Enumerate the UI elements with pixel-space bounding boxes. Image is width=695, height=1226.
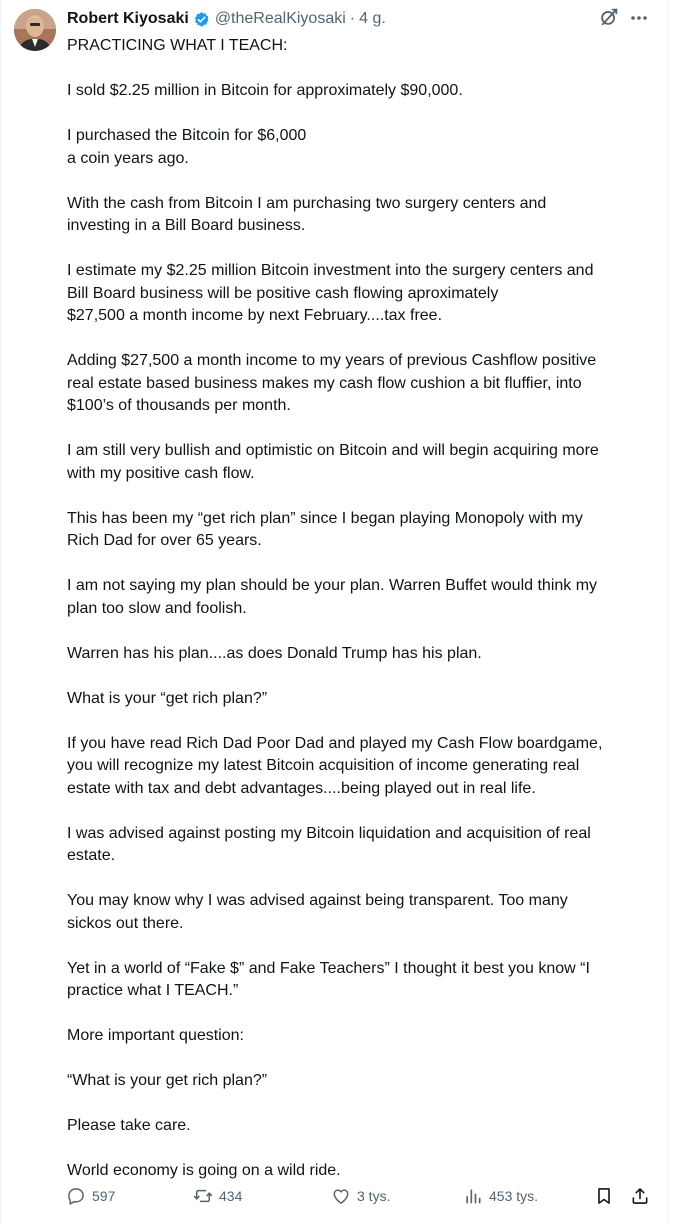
post-paragraph [67,1115,657,1138]
views-icon [463,1186,483,1206]
post-line: Bill Board business will be positive cash flowing aproximately [67,284,499,302]
share-button[interactable] [630,1182,650,1210]
avatar[interactable] [14,9,56,51]
post-line: estate with tax and debt advantages....being played out in real life. [67,779,536,797]
right-border [668,0,669,1226]
post-paragraph [67,890,657,935]
like-count: 3 tys. [357,1188,391,1204]
post-paragraph [67,125,657,170]
post-paragraph [67,575,657,620]
post-line: With the cash from Bitcoin I am purchasing two surgery centers and [67,194,547,212]
post-paragraph [67,643,657,666]
post-line: PRACTICING WHAT I TEACH: [67,37,288,54]
post-text [67,35,657,1183]
post-line: sickos out there. [67,914,184,932]
post-line: You may know why I was advised against being transparent. Too many [67,892,568,909]
post-line: Please take care. [67,1117,191,1134]
left-border [0,0,1,1226]
post-line: you will recognize my latest Bitcoin acquisition of income generating real [67,757,580,774]
post-paragraph [67,193,657,238]
post-paragraph [67,260,657,328]
post-paragraph [67,688,657,711]
reply-count: 597 [92,1188,116,1204]
post-line: I purchased the Bitcoin for $6,000 [67,127,307,144]
like-button[interactable] [331,1182,390,1210]
reply-icon [66,1186,86,1206]
separator-dot: · [349,10,356,27]
post-line: plan too slow and foolish. [67,599,247,617]
verified-badge-icon[interactable] [193,11,210,28]
repost-button[interactable] [193,1182,242,1210]
post-line: I sold $2.25 million in Bitcoin for approximately $90,000. [67,82,463,99]
post-line: Yet in a world of “Fake $” and Fake Teachers” I thought it best you know “I [67,959,590,977]
post-line: Warren has his plan....as does Donald Trump has his plan. [67,644,482,662]
post-line: estate. [67,847,116,864]
action-bar [66,1182,656,1210]
author-name[interactable]: Robert Kiyosaki [67,10,189,27]
post-paragraph [67,508,657,553]
post-line: World economy is going on a wild ride. [67,1162,341,1179]
post-line: with my positive cash flow. [67,464,255,482]
post-line: $27,500 a month income by next February....tax free. [67,307,443,324]
views-count: 453 tys. [489,1188,539,1204]
post-line: $100’s of thousands per month. [67,397,291,414]
post-paragraph [67,823,657,868]
post-line: a coin years ago. [67,149,189,167]
post-header [67,8,665,30]
post-timestamp[interactable]: 4 g. [359,10,386,27]
heart-icon [331,1186,351,1206]
post-line: I estimate my $2.25 million Bitcoin investment into the surgery centers and [67,262,594,279]
author-handle[interactable]: @theRealKiyosaki [214,10,346,27]
repost-icon [193,1186,213,1206]
repost-count: 434 [219,1188,243,1204]
post-paragraph [67,440,657,485]
post-line: I am not saying my plan should be your plan. Warren Buffet would think my [67,577,598,594]
post-line: investing in a Bill Board business. [67,217,306,234]
post-paragraph [67,958,657,1003]
post-line: “What is your get rich plan?” [67,1072,268,1089]
post-line: practice what I TEACH.” [67,982,239,999]
grok-icon[interactable] [598,6,620,28]
bookmark-button[interactable] [594,1182,614,1210]
share-icon [630,1186,650,1206]
post-paragraph [67,1160,657,1183]
post-line: I am still very bullish and optimistic on Bitcoin and will begin acquiring more [67,442,599,459]
bookmark-icon [594,1186,614,1206]
post-line: Rich Dad for over 65 years. [67,532,262,549]
more-options-icon[interactable] [626,8,652,28]
post-paragraph [67,350,657,418]
post-line: Adding $27,500 a month income to my years of previous Cashflow positive [67,352,597,369]
views-button[interactable] [463,1182,538,1210]
post-paragraph [67,35,657,58]
post-line: I was advised against posting my Bitcoin liquidation and acquisition of real [67,824,591,842]
post-paragraph [67,1070,657,1093]
post-line: real estate based business makes my cash flow cushion a bit fluffier, into [67,374,582,392]
reply-button[interactable] [66,1182,115,1210]
post-paragraph [67,1025,657,1048]
post-line: This has been my “get rich plan” since I began playing Monopoly with my [67,509,583,527]
post-paragraph [67,80,657,103]
post-paragraph [67,733,657,801]
post-line: More important question: [67,1027,244,1044]
post-line: What is your “get rich plan?” [67,689,268,707]
post-line: If you have read Rich Dad Poor Dad and played my Cash Flow boardgame, [67,734,603,752]
